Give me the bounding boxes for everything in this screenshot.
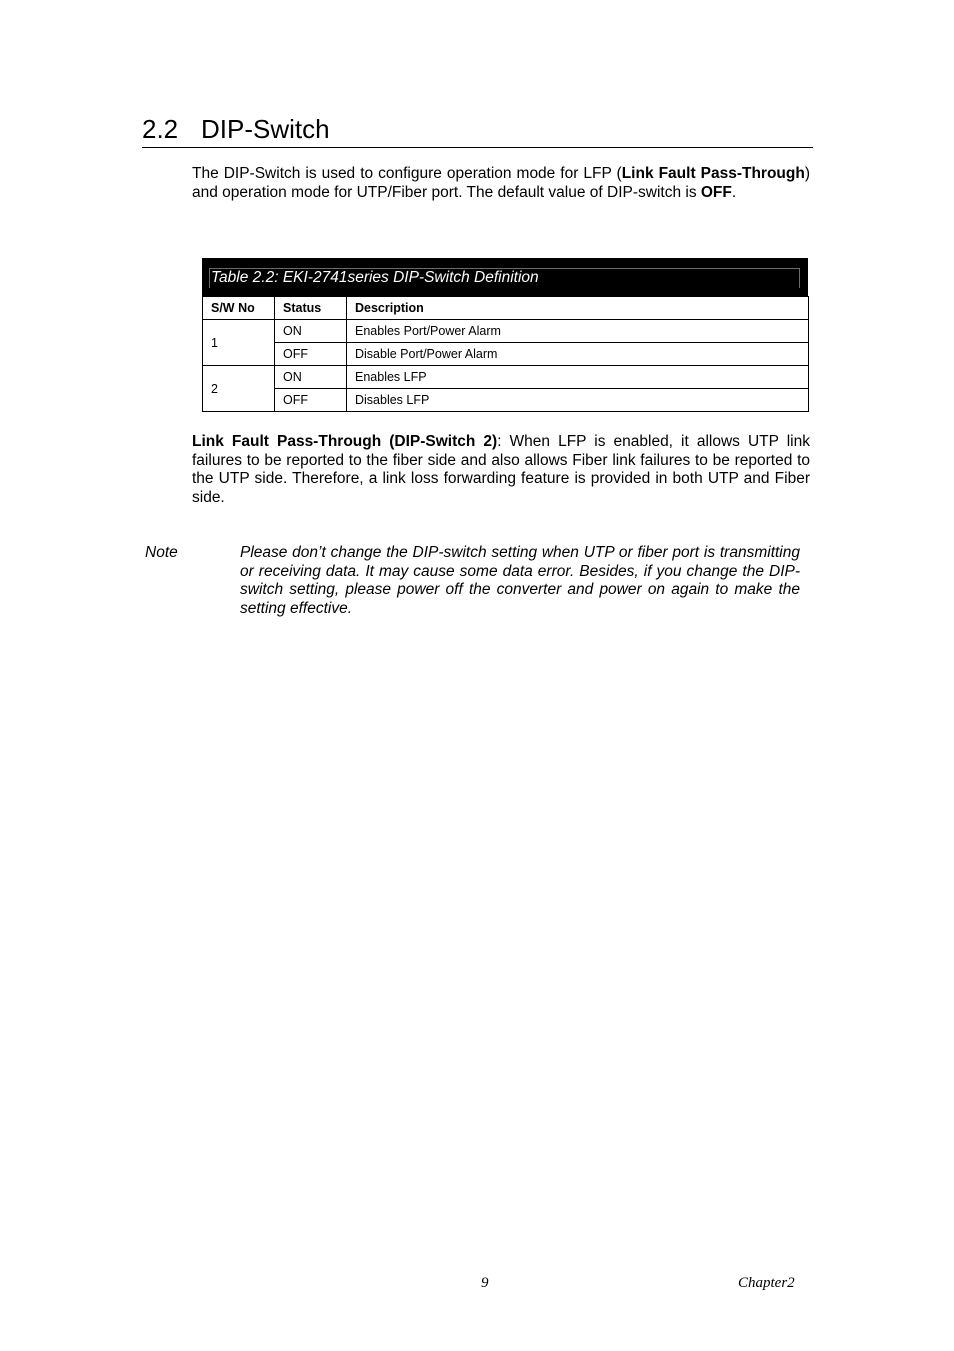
table-header-row	[203, 297, 809, 320]
header-status: Status	[275, 297, 347, 320]
status-cell: ON	[275, 320, 347, 343]
description-cell: Enables Port/Power Alarm	[347, 320, 809, 343]
section-title: DIP-Switch	[201, 114, 330, 144]
intro-bold-off: OFF	[700, 183, 732, 201]
intro-bold-lfp: Link Fault Pass-Through	[621, 165, 805, 182]
chapter-label: Chapter2	[738, 1275, 795, 1291]
status-cell: ON	[275, 366, 347, 389]
lfp-bold-title: Link Fault Pass-Through (DIP-Switch 2)	[192, 433, 498, 450]
description-cell: Disable Port/Power Alarm	[347, 343, 809, 366]
intro-text-2: ) and operation mode for UTP/Fiber port. The default value of DIP-switch is	[192, 165, 810, 201]
section-heading	[142, 113, 813, 148]
header-sw-no: S/W No	[203, 297, 275, 320]
description-cell: Disables LFP	[347, 389, 809, 412]
lfp-paragraph	[192, 433, 810, 507]
table-caption: Table 2.2: EKI-2741series DIP-Switch Definition	[211, 269, 539, 286]
lfp-text: : When LFP is enabled, it allows UTP link failures to be reported to the fiber side and also allows Fiber link failures to be reported to the UTP side. Therefore, a link loss forwarding feature is provided in both UTP and Fiber side.	[192, 433, 810, 506]
note-label: Note	[145, 544, 178, 561]
intro-text-1: The DIP-Switch is used to configure operation mode for LFP (	[192, 165, 622, 182]
table-row	[203, 389, 809, 412]
table-caption-bar	[202, 258, 808, 296]
sw-number-cell: 2	[203, 366, 275, 412]
note-text: Please don’t change the DIP-switch setting when UTP or fiber port is transmitting or receiving data. It may cause some data error. Besides, if you change the DIP-switch setting, please power off the converter and power on again to make the setting effective.	[240, 544, 800, 617]
table-row	[203, 366, 809, 389]
page-number: 9	[481, 1275, 489, 1291]
status-cell: OFF	[275, 389, 347, 412]
section-number: 2.2	[142, 114, 179, 144]
intro-text-3: .	[731, 183, 737, 201]
table-row	[203, 320, 809, 343]
header-description: Description	[347, 297, 809, 320]
table-row	[203, 343, 809, 366]
status-cell: OFF	[275, 343, 347, 366]
sw-number-cell: 1	[203, 320, 275, 366]
description-cell: Enables LFP	[347, 366, 809, 389]
intro-paragraph	[192, 165, 810, 202]
dip-switch-table	[202, 296, 809, 412]
